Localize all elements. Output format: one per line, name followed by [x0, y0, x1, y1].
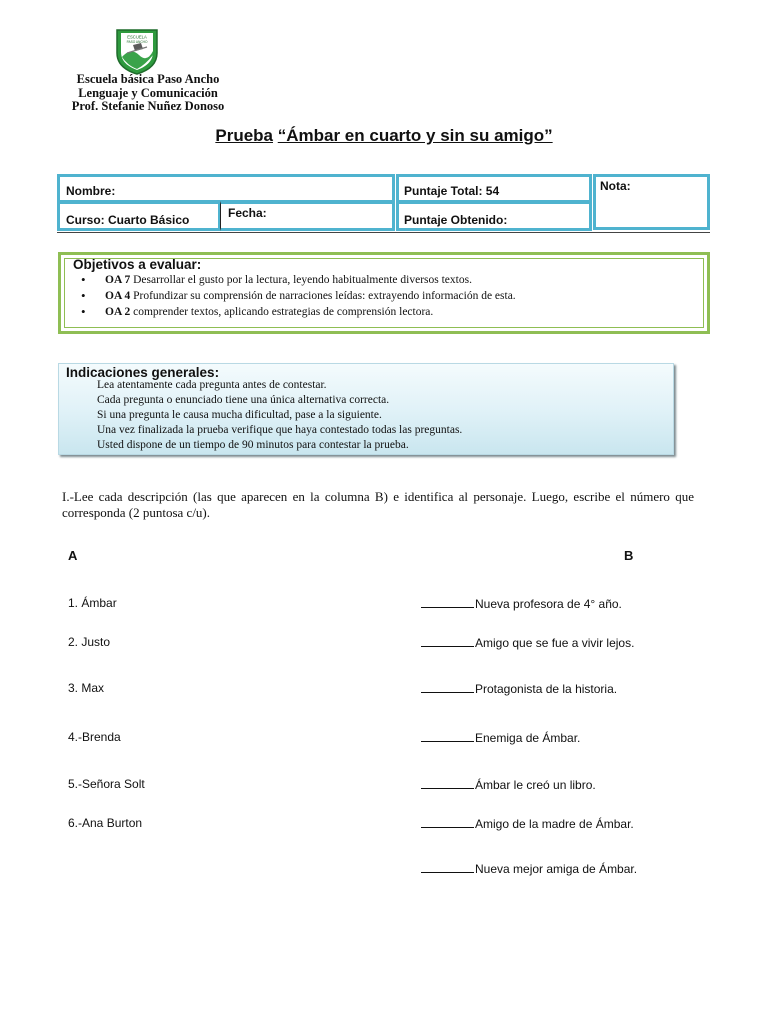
puntaje-obtenido-label: Puntaje Obtenido:: [404, 213, 508, 227]
description-item: Nueva mejor amiga de Ámbar.: [421, 861, 637, 876]
description-item: Amigo que se fue a vivir lejos.: [421, 635, 634, 650]
question-text: I.-Lee cada descripción (las que aparecen en la columna B) e identifica al personaje. Luego, escribe el número que corresponda (2 puntosa c/u).: [62, 489, 694, 520]
description-item: Enemiga de Ámbar.: [421, 730, 580, 745]
page-title: [0, 126, 768, 146]
svg-text:ESCUELA: ESCUELA: [127, 34, 147, 40]
instruction-line: Cada pregunta o enunciado tiene una única alternativa correcta.: [97, 394, 390, 406]
puntaje-obtenido-box[interactable]: [396, 201, 592, 231]
objective-item: • OA 7 Desarrollar el gusto por la lectura, leyendo habitualmente diversos textos.: [77, 272, 516, 288]
instructions-title: Indicaciones generales:: [66, 365, 220, 380]
svg-text:PASO ANCHO: PASO ANCHO: [126, 40, 148, 44]
objectives-title: Objetivos a evaluar:: [73, 257, 202, 272]
character-item: 2. Justo: [68, 635, 111, 649]
column-a-header: A: [68, 548, 78, 563]
nota-box[interactable]: [593, 174, 710, 230]
objectives-box: [58, 252, 710, 334]
answer-blank[interactable]: [421, 816, 474, 828]
subject-name: Lenguaje y Comunicación: [78, 85, 218, 100]
instruction-line: Una vez finalizada la prueba verifique que haya contestado todas las preguntas.: [97, 424, 463, 436]
character-item: 3. Max: [68, 681, 105, 695]
school-name: Escuela básica Paso Ancho: [76, 72, 220, 86]
nombre-box[interactable]: [57, 174, 395, 203]
character-item: 6.-Ana Burton: [68, 816, 143, 830]
answer-blank[interactable]: [421, 730, 474, 742]
school-header: [58, 73, 238, 114]
curso-box: [57, 201, 221, 231]
character-item: 4.-Brenda: [68, 730, 121, 744]
curso-label: Curso: Cuarto Básico: [66, 213, 190, 227]
answer-blank[interactable]: [421, 681, 474, 693]
description-item: Amigo de la madre de Ámbar.: [421, 816, 634, 831]
instruction-line: Lea atentamente cada pregunta antes de contestar.: [97, 379, 327, 391]
objectives-list: [77, 272, 516, 320]
character-item: 1. Ámbar: [68, 596, 117, 610]
instruction-line: Si una pregunta le causa mucha dificultad, pase a la siguiente.: [97, 409, 382, 421]
school-logo: [113, 27, 161, 75]
answer-blank[interactable]: [421, 635, 474, 647]
instructions-box: [58, 363, 674, 455]
column-b-header: B: [624, 548, 634, 563]
instruction-line: Usted dispone de un tiempo de 90 minutos para contestar la prueba.: [97, 439, 409, 451]
answer-blank[interactable]: [421, 596, 474, 608]
puntaje-total-label: Puntaje Total: 54: [404, 184, 500, 198]
fecha-box[interactable]: [220, 201, 395, 231]
character-item: 5.-Señora Solt: [68, 777, 145, 791]
nota-label: Nota:: [600, 179, 631, 193]
puntaje-total-box: [396, 174, 592, 203]
description-item: Protagonista de la historia.: [421, 681, 617, 696]
objective-item: • OA 2 comprender textos, aplicando estrategias de comprensión lectora.: [77, 304, 516, 320]
nombre-label: Nombre:: [66, 184, 116, 198]
title-text: “Ámbar en cuarto y sin su amigo”: [277, 126, 553, 145]
title-prefix: Prueba: [215, 126, 273, 145]
answer-blank[interactable]: [421, 777, 474, 789]
answer-blank[interactable]: [421, 861, 474, 873]
description-item: Ámbar le creó un libro.: [421, 777, 596, 792]
description-item: Nueva profesora de 4° año.: [421, 596, 622, 611]
instructions-lines: [97, 378, 462, 453]
objective-item: • OA 4 Profundizar su comprensión de narraciones leídas: extrayendo información de esta.: [77, 288, 516, 304]
table-divider: [57, 232, 710, 233]
teacher-name: Prof. Stefanie Nuñez Donoso: [71, 99, 225, 113]
fecha-label: Fecha:: [228, 206, 267, 220]
